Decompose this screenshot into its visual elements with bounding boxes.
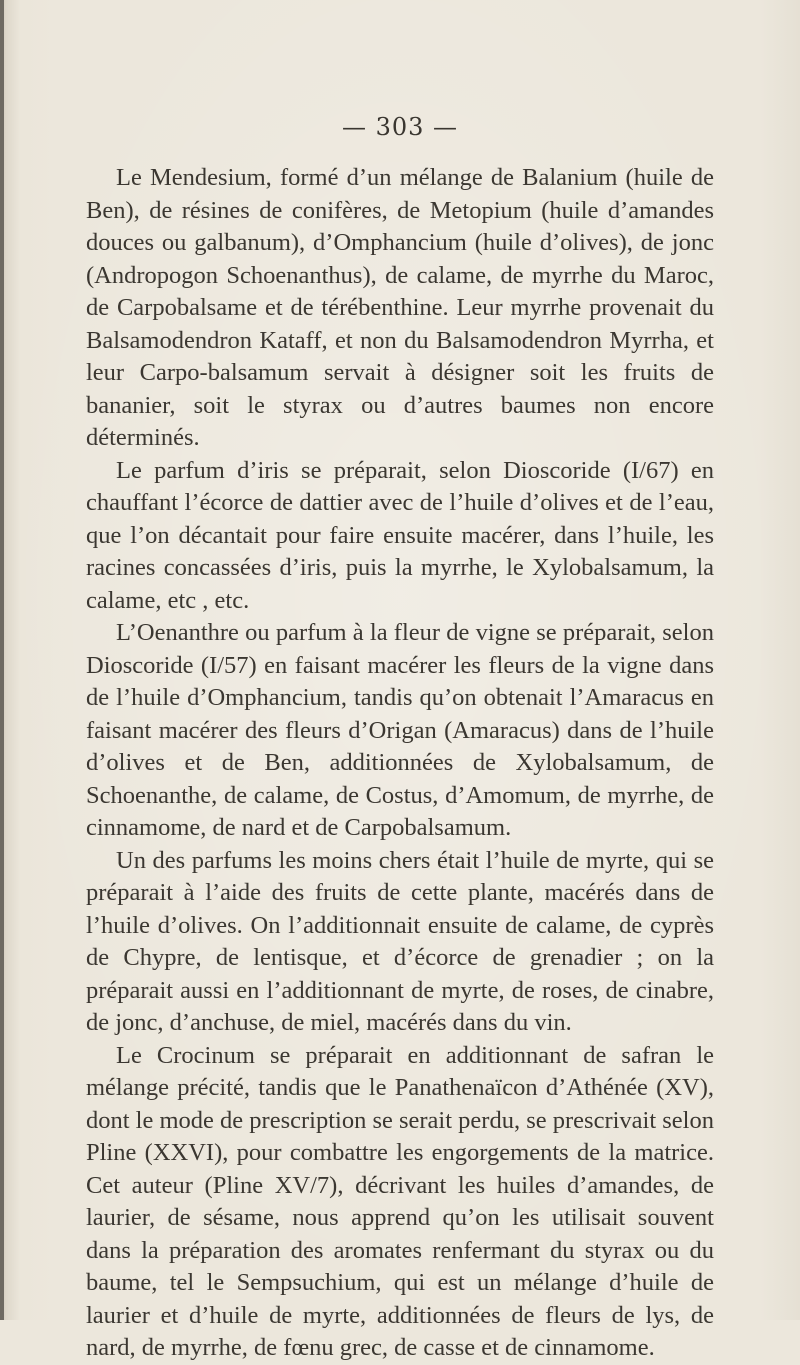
paragraph-iris: Le parfum d’iris se préparait, selon Dioscoride (I/67) en chauffant l’écorce de dattier avec de l’huile d’olives et de l’eau, que l’on décantait pour faire ensuite macérer, dans l’huile, les racines concassées d’iris, puis la myrrhe, le Xylobalsamum, la calame, etc , etc. — [86, 456, 714, 614]
paragraph-crocinum: Le Crocinum se préparait en additionnant de safran le mélange précité, tandis que le Panathenaïcon d’Athénée (XV), dont le mode de prescription se serait perdu, se prescrivait selon Pline (XXVI), pour combattre les engorgements de la matrice. Cet auteur (Pline XV/7), décrivant les huiles d’amandes, de laurier, de sésame, nous apprend qu’on les utilisait souvent dans la préparation des aromates renfermant du styrax ou du baume, tel le Sempsuchium, qui est un mélange d’huile de laurier et d’huile de myrte, additionnées de fleurs de lys, de nard, de myrrhe, de fœnu grec, de casse et de cinnamome. — [86, 1041, 714, 1361]
paragraph-mendesium: Le Mendesium, formé d’un mélange de Balanium (huile de Ben), de résines de conifères, de Metopium (huile d’amandes douces ou galbanum), d’Omphancium (huile d’olives), de jonc (Andropogon Schoenanthus), de calame, de myrrhe du Maroc, de Carpobalsame et de térébenthine. Leur myrrhe provenait du Balsamodendron Kataff, et non du Balsamodendron Myrrha, et leur Carpo-balsamum servait à désigner soit les fruits de bananier, soit le styrax ou d’autres baumes non encore déterminés. — [86, 164, 714, 451]
page-number: — 303 — — [341, 113, 459, 141]
body-text — [86, 162, 714, 1365]
paragraph-oenanthre: L’Oenanthre ou parfum à la fleur de vigne se préparait, selon Dioscoride (I/57) en faisant macérer les fleurs de la vigne dans de l’huile d’Omphancium, tandis qu’on obtenait l’Amaracus en faisant macérer des fleurs d’Origan (Amaracus) dans de l’huile d’olives et de Ben, additionnées de Xylobalsamum, de Schoenanthe, de calame, de Costus, d’Amomum, de myrrhe, de cinnamome, de nard et de Carpobalsamum. — [86, 619, 714, 841]
paragraph-myrte: Un des parfums les moins chers était l’huile de myrte, qui se préparait à l’aide des fruits de cette plante, macérés dans de l’huile d’olives. On l’additionnait ensuite de calame, de cyprès de Chypre, de lentisque, et d’écorce de grenadier ; on la préparait aussi en l’additionnant de myrte, de roses, de cinabre, de jonc, d’anchuse, de miel, macérés dans du vin. — [86, 846, 714, 1036]
